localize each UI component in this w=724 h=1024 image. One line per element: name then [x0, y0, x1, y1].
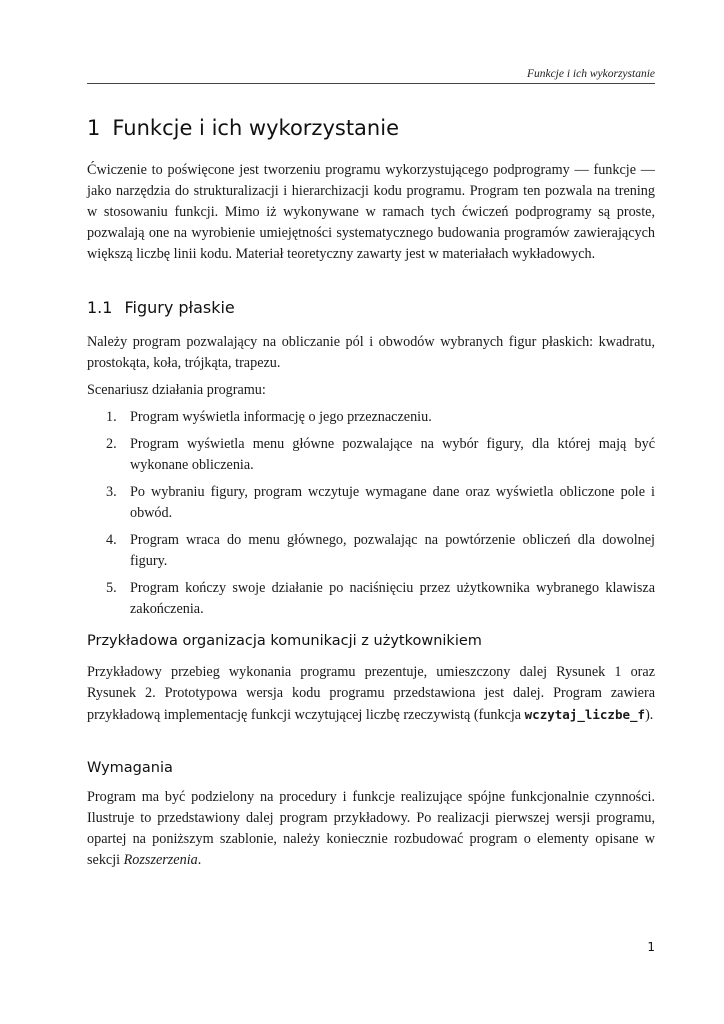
- step-text: Program kończy swoje działanie po naciśnięciu przez użytkownika wybranego klawisza zakończenia.: [130, 580, 655, 617]
- task-paragraph: Należy program pozwalający na obliczanie pól i obwodów wybranych figur płaskich: kwadratu, prostokąta, koła, trójkąta, trapezu.: [87, 334, 655, 371]
- example-heading: Przykładowa organizacja komunikacji z użytkownikiem: [87, 633, 482, 649]
- function-name-code: wczytaj_liczbe_f: [524, 707, 646, 722]
- page-number: 1: [647, 940, 655, 954]
- scenario-label: Scenariusz działania programu:: [87, 382, 266, 398]
- list-item: [87, 482, 655, 524]
- step-text: Po wybraniu figury, program wczytuje wymagane dane oraz wyświetla obliczone pole i obwód.: [130, 484, 655, 521]
- intro-paragraph: Ćwiczenie to poświęcone jest tworzeniu programu wykorzystującego podprogramy — funkcje — jako narzędzia do strukturalizacji i hierarchizacji kodu programu. Program ten pozwala na trening w stosowaniu funkcji. Mimo iż wykonywane w ramach tych ćwiczeń podprogramy są proste, pozwalają one na wyrobienie umiejętności systematycznego budowania programów zawierających większą liczbę linii kodu. Materiał teoretyczny zawarty jest w materiałach wykładowych.: [87, 162, 655, 262]
- subsection-number: 1.1: [87, 298, 113, 317]
- header-rule: [87, 83, 655, 84]
- extensions-reference: Rozszerzenia: [123, 852, 198, 868]
- step-number: 4.: [106, 532, 117, 548]
- example-text-end: ).: [645, 707, 654, 723]
- list-item: [87, 434, 655, 476]
- list-item: [87, 407, 655, 428]
- step-number: 3.: [106, 484, 117, 500]
- list-item: [87, 530, 655, 572]
- running-header: Funkcje i ich wykorzystanie: [526, 68, 655, 80]
- subsection-heading: [87, 298, 235, 317]
- example-text: Przykładowy przebieg wykonania programu prezentuje, umieszczony dalej Rysunek 1 oraz Rysunek 2. Prototypowa wersja kodu programu przedstawiona jest dalej. Program zawiera przykładową implementację funkcji wczytującej liczbę rzeczywistą (funkcja: [87, 664, 655, 723]
- step-text: Program wraca do menu głównego, pozwalając na powtórzenie obliczeń dla dowolnej figury.: [130, 532, 655, 569]
- step-text: Program wyświetla menu główne pozwalające na wybór figury, dla której mają być wykonane obliczenia.: [130, 436, 655, 473]
- subsection-title: Figury płaskie: [124, 298, 235, 317]
- section-heading: [87, 116, 399, 140]
- requirements-paragraph: [87, 787, 655, 871]
- step-number: 1.: [106, 409, 117, 425]
- scenario-steps: [87, 407, 655, 626]
- step-number: 5.: [106, 580, 117, 596]
- example-paragraph: [87, 662, 655, 726]
- requirements-text: Program ma być podzielony na procedury i funkcje realizujące spójne funkcjonalnie czynności. Ilustruje to przedstawiony dalej program przykładowy. Po realizacji pierwszej wersji programu, opartej na poniższym szablonie, należy koniecznie rozbudować program o elementy opisane w sekcji: [87, 789, 655, 868]
- requirements-text-end: .: [197, 852, 202, 868]
- section-number: 1: [87, 116, 101, 140]
- step-number: 2.: [106, 436, 117, 452]
- section-title: Funkcje i ich wykorzystanie: [112, 116, 399, 140]
- list-item: [87, 578, 655, 620]
- step-text: Program wyświetla informację o jego przeznaczeniu.: [130, 409, 432, 425]
- requirements-heading: Wymagania: [87, 760, 173, 776]
